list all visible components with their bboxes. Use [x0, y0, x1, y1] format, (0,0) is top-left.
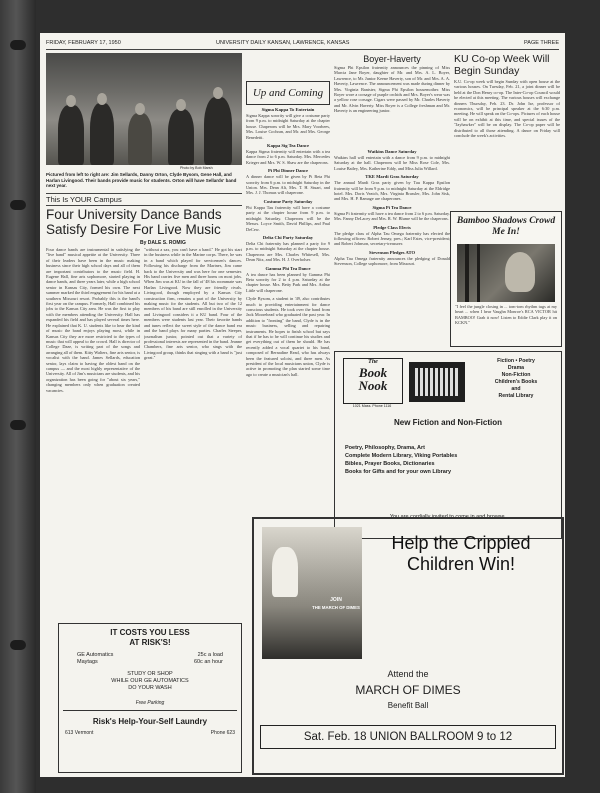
society-item [334, 205, 450, 222]
newspaper-page [40, 33, 565, 777]
book-nook-ad [334, 351, 562, 539]
book-nook-address: 1021 Mass. Phone 1116 [352, 404, 392, 408]
boyer-body: Sigma Phi Epsilon fraternity announces the pinning of Miss Marcia Jane Boyer, daughter of Mr. and Mrs. A. L. Boyer, Lawrence, to Mr. Junior Keene Haverty, son of Mr. and Mrs. A. A. Haverty, Lawrence. The announcement was made during dinner by Mrs. Virginia Banister, Sigma Phi Epsilon housemother. Miss Boyer wore a corsage of purple orchids and Mrs. Boyer's wear was a yellow rose corsage. Cigars were passed by Mr. Charles Haverty and Mr. Alvin Haverty. Miss Boyer is a College freshman and Mr. Haverty is an engineering junior. [334, 65, 450, 114]
upcoming-body: Delta Chi fraternity has planned a party for 9 p.m. to midnight Saturday at the chapter house. Chaperons are Mrs. Charles Whitesell, Mrs. Dean Nitz, and Mrs. H. J. Overholser. [246, 240, 330, 263]
article-byline: By DALE S. ROMIG [140, 240, 186, 246]
book-nook-services [475, 358, 557, 400]
upcoming-item [246, 107, 330, 140]
bamboo-caption: "I feel the jungle closing in ... tom-tom rhythm tugs at my heart ... when I hear Vaughn Monroe's RCA VICTOR hit BAMBOO! Grab it now! Listen to Eddie Clark play it on KCKN." [455, 304, 557, 326]
page-header [46, 39, 559, 50]
boyer-heading: Boyer-Haverty [363, 54, 421, 64]
article-column-1: Four dance bands are instrumental in satisfying the "live band" musical appetite at the University. Three of their leaders have been in the music making business since their high school days and all of them are important contributors to the music field. H. Eugene Hall, fine arts sophomore, started playing in dance bands, and three years later, while a high school senior in Kansas City, formed his own. The next summer marked the third engagement for his band at a southern Missouri resort. Probably this is the band's first year on the campus. Formerly, Hall combined his jobs to the Kansas City area. He was the first to play with the members attending the University. Hall has expanded his field and has played several times here. He explained that K. U. students like to hear the kind of music the band enjoys playing most, while in Kansas City they are more restricted to the types of music that will appeal to the crowd. Hall is director of College Daze, is writing part of the songs and arranging all of them. Kitty Walters, fine arts senior, is vocalist with the band. James Sellards, education senior, lays claim to having the oldest band on the campus — and the most highly representative of the University. All of Jim's musicians are students, and his organization has been going for "about six years," changing members only when graduation created vacancies. [46, 247, 140, 393]
article-column-2: "without a sax, you can't have a band." He got his start in the business while in the Marine corps. There, he was in a band which played for servicemen's dances. Following his discharge from the Marines, Jim came back to the University and was here for one semester. His band carries five men and three horns on most jobs. When Jim was at KU in the fall of '48 his roommate was Harlan Livingood. Now they are friendly rivals. Livingood, though employed by a Kansas City construction firm, remains a part of the University by making music for the students. All but two of the 12 members of his band are still enrolled in the University and Livingood considers it a KU band. Four of the members were students last year. Their favorite bands and tunes reflect the sweet style of the dance band era and the band plays for many parties. Charles Steeper, journalism junior, pointed out that a variety of professional interests are represented in the band. Jeanne Chambers, fine arts senior, who sings with the Livingood group, thinks that singing with a band is "just great." [144, 247, 242, 361]
band-leaders-photo [46, 53, 242, 165]
laundry-name: Risk's Help-Your-Self Laundry [63, 710, 237, 726]
upcoming-item [246, 266, 330, 294]
society-item [334, 225, 450, 247]
service-line: and [511, 386, 521, 392]
march-of-dimes-ad [252, 517, 564, 775]
upcoming-body: A tea dance has been planned by Gamma Phi Beta sorority for 2 to 4 p.m. Saturday at the chapter house. Mrs. Betty Park and Mrs. Arthur Little will chaperone. [246, 271, 330, 293]
upcoming-heading: Costume Party Saturday [263, 198, 313, 204]
upcoming-item [246, 168, 330, 196]
service-line: Non-Fiction [501, 372, 531, 378]
coop-body: K.U. Co-op week will begin Sunday with open house at the various houses. On Tuesday, Feb. 21, a joint dinner will be held at the Don Henry co-op. The Inter-Co-op Council would be elected at this meeting. The various houses will exchange dinners Thursday, Feb. 23. Dr. John Ise, professor of economics, will be principal speaker at the 6:30 p.m. meeting. He will speak on the Co-ops. Pictures of each house will be on exhibit at this time, and special issues of the "Jayhawker" will be on display. The Co-op paper will be distributed to all those attending. A dance on Friday will conclude the week's activities. [454, 79, 560, 139]
laundry-line-3: DO YOUR WASH [128, 685, 172, 691]
page-number: PAGE THREE [524, 40, 559, 46]
dimes-benefit: Benefit Ball [387, 701, 429, 710]
bamboo-record-ad [450, 211, 562, 347]
service-line: Fiction • Poetry [497, 358, 535, 364]
up-and-coming-list [246, 107, 330, 293]
society-heading: Stevenson Pledges ATO [368, 249, 416, 255]
upcoming-heading: Sigma Kappa To Entertain [261, 107, 315, 112]
dimes-headline: Help the Crippled Children Win! [391, 533, 531, 574]
dimes-when: Sat. Feb. 18 UNION BALLROOM 9 to 12 [260, 725, 556, 749]
society-heading: Pledge Class Elects [373, 224, 411, 230]
social-column [246, 107, 330, 517]
society-list [334, 149, 450, 267]
book-nook-list [345, 444, 551, 476]
society-notes [334, 149, 450, 347]
book-category-line: Complete Modern Library, Viking Portables [345, 453, 458, 459]
article-headline: Four University Dance Bands Satisfy Desire For Live Music [46, 207, 222, 237]
laundry-line-2: WHILE OUR GE AUTOMATICS [111, 678, 189, 684]
upcoming-body: Phi Kappa Tau fraternity will have a costume party at the chapter house from 9 p.m. to midnight Saturday. Chaperons will be the Messrs. Loyce Smith, David Phillips, and Paul DeCew. [246, 204, 330, 232]
issue-date: FRIDAY, FEBRUARY 17, 1950 [46, 40, 121, 46]
upcoming-item [246, 235, 330, 263]
coop-week-article [454, 53, 560, 207]
laundry-parking: Free Parking [135, 700, 165, 706]
society-heading: TKE Mardi Gras Saturday [365, 174, 419, 180]
society-heading: Sigma Pi Tea Dance [372, 204, 412, 210]
bamboo-illustration [457, 244, 555, 302]
society-item [334, 250, 450, 267]
laundry-rate-2: Maytags 60c an hour [77, 659, 223, 665]
upcoming-heading: Pi Phi Dinner Dance [267, 168, 309, 174]
book-category-line: Poetry, Philosophy, Drama, Art [345, 445, 425, 451]
society-heading: Watkins Dance Saturday [367, 149, 417, 154]
service-line: Children's Books [494, 379, 538, 385]
upcoming-item [246, 143, 330, 165]
up-and-coming-box [246, 81, 330, 105]
laundry-contact: 613 Vermont Phone 623 [65, 730, 235, 736]
society-body: The annual Mardi Gras party given by Tau Kappa Epsilon fraternity will be from 9 p.m. to midnight Saturday at the Eldridge hotel. Mrs. Doris Veatch, Mrs. Virginia Brassler, Mrs. John Sisk, and Mrs. H. P. Ramage are chaperones. [334, 180, 450, 202]
society-body: Alpha Tau Omega fraternity announces the pledging of Donald Stevenson, College sophomore, from Missouri. [334, 255, 450, 267]
service-line: Drama [507, 365, 525, 371]
coop-headline: KU Co-op Week Will Begin Sunday [454, 53, 550, 77]
upcoming-item [246, 199, 330, 232]
poster-march: THE MARCH OF DIMES [312, 605, 360, 610]
society-body: The pledge class of Alpha Tau Omega fraternity has elected the following officers: Robert Jernay, pres.; Karl Estes, vice-president; and Robert Johnson, secretary-treasurer. [334, 230, 450, 247]
photo-caption: Pictured from left to right are: Jim Sellards, Danny Orton, Clyde Bysom, Gene Hall, and Harlan Livingood. Their bands provide music for students. Orton will have Sellards' band next year. [46, 172, 237, 189]
book-nook-logo: The Book Nook [343, 358, 403, 404]
bookshelf-icon [409, 362, 465, 402]
upcoming-heading: Kappa Sig Tea Dance [267, 143, 309, 149]
poster-join: JOIN [330, 597, 342, 603]
laundry-line-1: STUDY OR SHOP [127, 671, 173, 677]
society-body: Watkins hall will entertain with a dance from 9 p.m. to midnight Saturday at the hall. Chaperons will be Miss Rose Cole, Mrs. Louise Bailey, Mrs. Katherine Eddy, and Miss Julia Willard. [334, 155, 450, 171]
upcoming-heading: Gamma Phi Tea Dance [265, 265, 311, 271]
upcoming-body: Sigma Kappa sorority will give a costume party from 9 p.m. to midnight Saturday at the chapter house. Chaperons will be Mrs. Mary Voorhees, Mrs. Louise Cochran, and Mr. and Mrs. George Benedetti. [246, 113, 330, 140]
bamboo-title: Bamboo Shadows Crowd Me In! [456, 216, 556, 237]
dimes-attend: Attend the [387, 669, 429, 679]
boyer-haverty-notice [334, 53, 450, 151]
paper-name: UNIVERSITY DAILY KANSAN, LAWRENCE, KANSAS [216, 40, 350, 46]
risks-laundry-ad [58, 623, 242, 773]
upcoming-body: A dinner dance will be given by Pi Beta Phi sorority from 6 p.m. to midnight Saturday in the Union. Mrs. Dean Alt, Mrs. T. H. Stuart, and Mrs. J. J. Thomas will chaperone. [246, 174, 330, 196]
laundry-rate-1: GE Automatics 25c a load [77, 652, 223, 658]
book-category-line: Bibles, Prayer Books, Dictionaries [345, 461, 435, 467]
photo-credit: Photo by Bob Marsh [180, 166, 213, 170]
upcoming-body: Kappa Sigma fraternity will entertain with a tea dance from 2 to 6 p.m. Saturday. Mrs. Mercedes Krieger and Mrs. W. S. Shaw are the chaperons. [246, 149, 330, 165]
laundry-headline-2: AT RISK'S! [129, 638, 171, 647]
dimes-event: MARCH OF DIMES [355, 683, 461, 697]
society-item [334, 149, 450, 171]
book-category-line: Books for Gifts and for your own Library [345, 469, 452, 475]
binder-edge [0, 0, 36, 793]
book-nook-subhead: New Fiction and Non-Fiction [394, 418, 502, 427]
laundry-headline-1: IT COSTS YOU LESS [110, 628, 190, 637]
service-line: Rental Library [498, 393, 534, 399]
book-nook-invite: You are cordially invited to come in and browse. [389, 514, 507, 520]
column-kicker: This Is YOUR Campus [46, 193, 242, 206]
bysom-continuation: Clyde Bysom, a student in '49, also contributes much to providing entertainment for dance conscious students. He took over the band from Jack Moorehead who graduated the past year. In addition to "fronting" the band, Clyde is in the music business, selling and repairing instruments. He hopes to finish school but says that if he has to he will continue his studies and get everything out of them he should. He has recently added a vocal quartet to his band, composed of Bernadine Read, who has always been the featured soloist, and three men. As president of the local musicians union, Clyde is active in promoting the plan started some time ago to create a musician's hall. [246, 296, 330, 377]
up-and-coming-title: Up and Coming [252, 87, 324, 99]
upcoming-heading: Delta Chi Party Saturday [262, 234, 314, 240]
march-of-dimes-poster [262, 527, 362, 659]
society-body: Sigma Pi fraternity will have a tea dance from 2 to 6 p.m. Saturday. Mrs. Fanny DeLacey and Mrs. R. W. Blume will be the chaperons. [334, 210, 450, 222]
society-item [334, 174, 450, 202]
